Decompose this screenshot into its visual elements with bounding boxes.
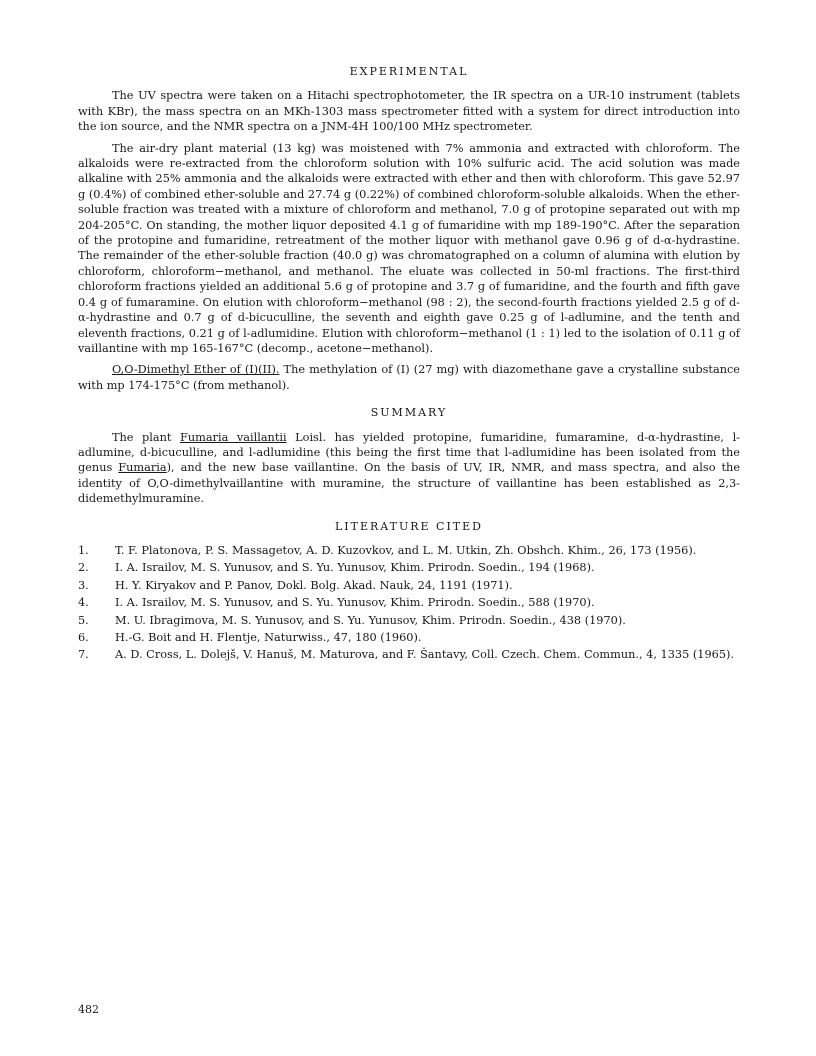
reference-item: [78, 560, 740, 575]
summary-heading: SUMMARY: [370, 406, 448, 420]
reference-item: [78, 595, 740, 610]
experimental-paragraph-3: [78, 362, 740, 393]
article-body: [78, 64, 740, 665]
page-number: 482: [78, 1003, 99, 1016]
reference-number: 1.: [78, 543, 89, 557]
literature-heading: LITERATURE CITED: [334, 519, 483, 533]
summary-text-3: ), and the new base vaillantine. On the basis of UV, IR, NMR, and mass spectra, and also the identity of O,O-dimethylvaillantine with muramine, the structure of vaillantine has been established as 2,3-didemethylmuramine.: [78, 461, 741, 506]
reference-text: M. U. Ibragimova, M. S. Yunusov, and S. Yu. Yunusov, Khim. Prirodn. Soedin., 438 (1970).: [115, 613, 626, 627]
reference-item: [78, 647, 740, 662]
reference-text: H. Y. Kiryakov and P. Panov, Dokl. Bolg. Akad. Nauk, 24, 1191 (1971).: [115, 578, 513, 592]
reference-text: I. A. Israilov, M. S. Yunusov, and S. Yu. Yunusov, Khim. Prirodn. Soedin., 588 (1970).: [115, 596, 595, 610]
species-name: Fumaria vaillantii: [180, 430, 287, 444]
genus-name: Fumaria: [118, 461, 167, 475]
experimental-paragraph-2: The air-dry plant material (13 kg) was moistened with 7% ammonia and extracted with chloroform. The alkaloids were re-extracted from the chloroform solution with 10% sulfuric acid. The acid solution was made alkaline with 25% ammonia and the alkaloids were extracted with ether and then with chloroform. This gave 52.97 g (0.4%) of combined ether-soluble and 27.74 g (0.22%) of combined chloroform-soluble alkaloids. When the ether-soluble fraction was treated with a mixture of chloroform and methanol, 7.0 g of protopine separated out with mp 204-205°C. On standing, the mother liquor deposited 4.1 g of fumaridine with mp 189-190°C. After the separation of the protopine and fumaridine, retreatment of the mother liquor with methanol gave 0.96 g of d-α-hydrastine. The remainder of the ether-soluble fraction (40.0 g) was chromatographed on a column of alumina with elution by chloroform, chloroform−methanol, and methanol. The eluate was collected in 50-ml fractions. The first-third chloroform fractions yielded an additional 5.6 g of protopine and 3.7 g of fumaridine, and the fourth and fifth gave 0.4 g of fumaramine. On elution with chloroform−methanol (98 : 2), the second-fourth fractions yielded 2.5 g of d-α-hydrastine and 0.7 g of d-bicuculline, the seventh and eighth gave 0.25 g of l-adlumine, and the tenth and eleventh fractions, 0.21 g of l-adlumidine. Elution with chloroform−methanol (1 : 1) led to the isolation of 0.11 g of vaillantine with mp 165-167°C (decomp., acetone−methanol).: [78, 141, 740, 355]
reference-number: 2.: [78, 561, 89, 575]
summary-paragraph: [78, 430, 740, 507]
experimental-heading: EXPERIMENTAL: [349, 65, 469, 78]
reference-item: [78, 613, 740, 628]
reference-item: [78, 630, 740, 645]
reference-item: [78, 578, 740, 593]
experimental-paragraph-1: The UV spectra were taken on a Hitachi spectrophotometer, the IR spectra on a UR-10 instrument (tablets with KBr), the mass spectra on an MKh-1303 mass spectrometer fitted with a system for direct introduction into the ion source, and the NMR spectra on a JNM-4H 100/100 MHz spectrometer.: [78, 89, 740, 134]
reference-text: I. A. Israilov, M. S. Yunusov, and S. Yu. Yunusov, Khim. Prirodn. Soedin., 194 (1968).: [115, 561, 595, 575]
summary-text-1: The plant: [112, 430, 180, 444]
reference-number: 4.: [78, 596, 89, 610]
reference-text: H.-G. Boit and H. Flentje, Naturwiss., 47, 180 (1960).: [115, 631, 422, 644]
dimethyl-ether-subheading: O,O-Dimethyl Ether of (I)(II).: [112, 363, 280, 377]
reference-number: 6.: [78, 631, 89, 644]
reference-item: [78, 543, 740, 558]
reference-number: 7.: [78, 648, 89, 662]
reference-number: 3.: [78, 578, 89, 592]
summary-text-2: Loisl. has yielded protopine, fumaridine, fumaramine, d-α-hydrastine, l-adlumine, d-bicuculline, and l-adlumidine (this being the first time that l-adlumidine has been isolated from the genus: [78, 430, 741, 475]
reference-text: T. F. Platonova, P. S. Massagetov, A. D. Kuzovkov, and L. M. Utkin, Zh. Obshch. Khim., 26, 173 (1956).: [115, 543, 697, 557]
reference-number: 5.: [78, 613, 89, 627]
dimethyl-ether-text: The methylation of (I) (27 mg) with diazomethane gave a crystalline substance with mp 174-175°C (from methanol).: [78, 363, 740, 392]
reference-list: [78, 543, 740, 663]
reference-text: A. D. Cross, L. Dolejš, V. Hanuš, M. Maturova, and F. Šantavy, Coll. Czech. Chem. Commun., 4, 1335 (1965).: [115, 648, 735, 662]
